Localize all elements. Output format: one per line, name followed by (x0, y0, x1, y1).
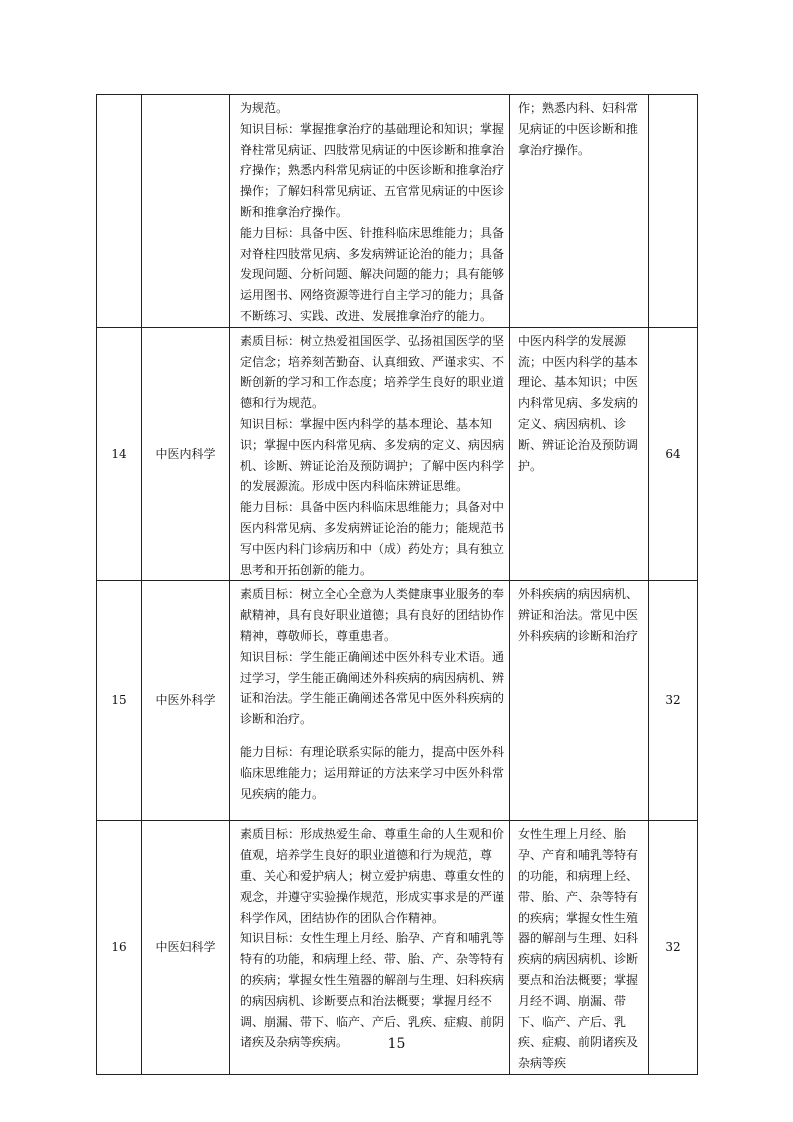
page-number: 15 (387, 1036, 406, 1052)
course-objectives (230, 581, 510, 821)
course-content: 中医内科学的发展源流；中医内科学的基本理论、基本知识；中医内科常见病、多发病的定义、病因病机、诊断、辨证论治及预防调护。 (510, 327, 649, 581)
objective-paragraph: 素质目标：树立热爱祖国医学、弘扬祖国医学的坚定信念；培养刻苦勤奋、认真细致、严谨求实、不断创新的学习和工作态度；培养学生良好的职业道德和行为规范。 (240, 333, 505, 411)
curriculum-table (96, 94, 698, 1075)
objective-paragraph: 素质目标：树立全心全意为人类健康事业服务的奉献精神，具有良好职业道德；具有良好的团结协作精神，尊敬师长，尊重患者。 (240, 587, 505, 643)
table-row (97, 95, 698, 328)
course-objectives (230, 95, 510, 328)
objective-paragraph: 知识目标：学生能正确阐述中医外科专业术语。通过学习，学生能正确阐述外科疾病的病因病机、辨证和治法。学生能正确阐述各常见中医外科疾病的诊断和治疗。 (240, 649, 505, 727)
course-name: 中医外科学 (142, 581, 230, 821)
course-number: 16 (97, 821, 142, 1075)
objective-paragraph: 素质目标：形成热爱生命、尊重生命的人生观和价值观，培养学生良好的职业道德和行为规范，尊重、关心和爱护病人；树立爱护病患、尊重女性的观念，并遵守实验操作规范，形成实事求是的严谨科学作风，团结协作的团队合作精神。 (240, 827, 505, 925)
objective-paragraph: 能力目标：具备中医、针推科临床思维能力；具备对脊柱四肢常见病、多发病辨证论治的能力；具备发现问题、分析问题、解决问题的能力；具有能够运用图书、网络资源等进行自主学习的能力；具备不断练习、实践、改进、发展推拿治疗的能力。 (240, 225, 505, 323)
table-row (97, 581, 698, 821)
course-number: 14 (97, 327, 142, 581)
course-content: 作；熟悉内科、妇科常见病证的中医诊断和推拿治疗操作。 (510, 95, 649, 328)
course-hours: 64 (649, 327, 698, 581)
course-hours (649, 95, 698, 328)
course-objectives (230, 327, 510, 581)
course-hours: 32 (649, 821, 698, 1075)
course-hours: 32 (649, 581, 698, 821)
objective-paragraph: 知识目标：女性生理上月经、胎孕、产育和哺乳等特有的功能，和病理上经、带、胎、产、杂等特有的疾病；掌握女性生殖器的解剖与生理、妇科疾病的病因病机、诊断要点和治法概要；掌握月经不调、崩漏、带下、临产、产后、乳疾、症瘕、前阴诸疾及杂病等疾病。 (240, 931, 505, 1050)
objective-paragraph: 能力目标：具备中医内科临床思维能力；具备对中医内科常见病、多发病辨证论治的能力；能规范书写中医内科门诊病历和中（成）药处方；具有独立思考和开拓创新的能力。 (240, 500, 505, 577)
course-name (142, 95, 230, 328)
course-content: 女性生理上月经、胎孕、产育和哺乳等特有的功能，和病理上经、带、胎、产、杂等特有的疾病；掌握女性生殖器的解剖与生理、妇科疾病的病因病机、诊断要点和治法概要；掌握月经不调、崩漏、带下、临产、产后、乳疾、症瘕、前阴诸疾及杂病等疾 (510, 821, 649, 1075)
course-number (97, 95, 142, 328)
table-row (97, 327, 698, 581)
course-content: 外科疾病的病因病机、辨证和治法。常见中医外科疾病的诊断和治疗 (510, 581, 649, 821)
objective-paragraph: 为规范。 (240, 101, 289, 115)
objective-paragraph: 知识目标：掌握中医内科学的基本理论、基本知识；掌握中医内科常见病、多发病的定义、病因病机、诊断、辨证论治及预防调护；了解中医内科学的发展源流。形成中医内科临床辨证思维。 (240, 416, 505, 494)
objective-paragraph: 能力目标：有理论联系实际的能力，提高中医外科临床思维能力；运用辩证的方法来学习中医外科常见疾病的能力。 (240, 744, 505, 801)
objective-paragraph: 知识目标：掌握推拿治疗的基础理论和知识；掌握脊柱常见病证、四肢常见病证的中医诊断和推拿治疗操作；熟悉内科常见病证的中医诊断和推拿治疗操作；了解妇科常见病证、五官常见病证的中医诊断和推拿治疗操作。 (240, 121, 505, 219)
course-name: 中医内科学 (142, 327, 230, 581)
course-number: 15 (97, 581, 142, 821)
course-name: 中医妇科学 (142, 821, 230, 1075)
